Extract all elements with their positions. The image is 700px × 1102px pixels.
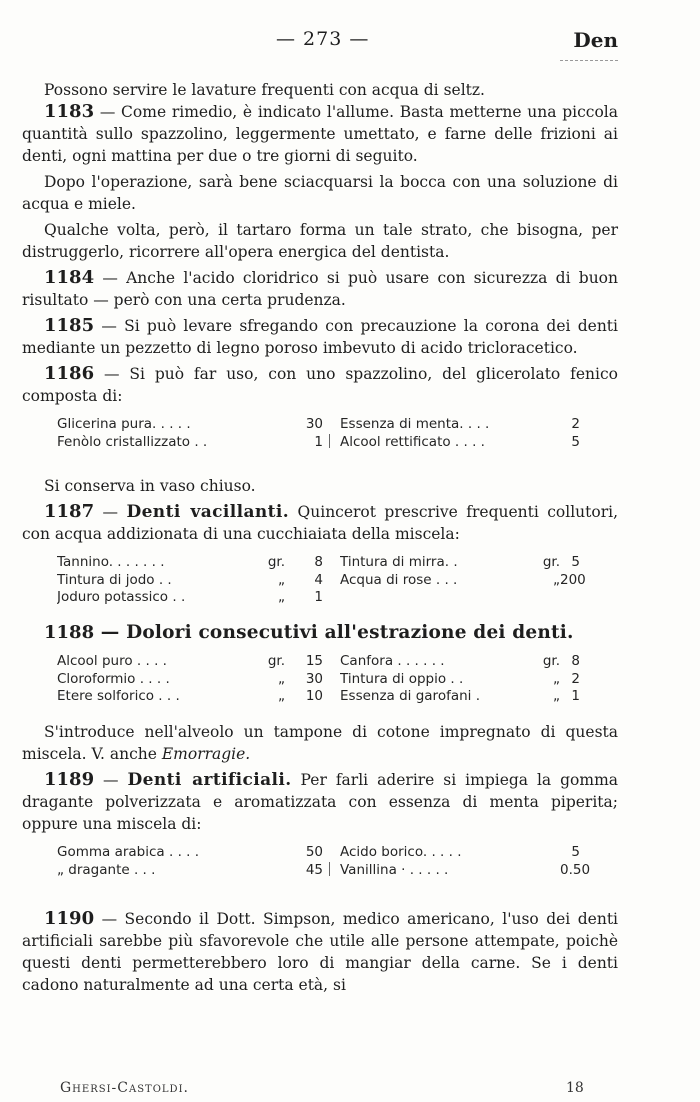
ingredient-qty: 0.50 [560,861,591,878]
recipe-row [57,589,327,607]
entry-number: 1190 [44,908,95,929]
entry-1186 [22,363,618,407]
ingredient-qty: 5 [571,554,580,570]
ingredient-qty: 1 [571,688,580,704]
ingredient-unit [237,434,285,452]
ingredient-unit: „ [553,571,560,588]
recipe-right-column [340,844,591,879]
recipe-row [340,688,585,706]
recipe-row [57,688,327,706]
ingredient-unit [237,862,285,880]
recipe-row [57,844,327,862]
ingredient-name: Glicerina pura. . . . . [57,416,191,432]
recipe-row [57,572,327,590]
ingredient-unit: gr. [542,653,560,669]
recipe-left-column [57,416,327,451]
ingredient-qty: 10 [305,688,323,704]
recipe-left-column [57,653,327,706]
recipe-right-column [340,653,585,706]
entry-text: — Secondo il Dott. Simpson, medico americano, l'uso dei denti artificiali sarebbe più sfavorevole che utile alle persone attempate, poichè questi denti permetterebbero loro di mangiar della carne. Se i denti cadono naturalmente ad una certa età, si [22,910,618,994]
ingredient-qty: 15 [305,653,323,669]
entry-text: — Anche l'acido cloridrico si può usare con sicurezza di buon risultato — però con una certa prudenza. [22,269,618,309]
entry-number: 1187 [44,501,95,522]
entry-text: — Si può levare sfregando con precauzione la corona dei denti mediante un pezzetto di legno poroso imbevuto di acido tricloracetico. [22,317,618,357]
entry-number: 1186 [44,363,95,384]
ingredient-unit [237,844,285,862]
entry-dash: — [94,503,127,521]
column-divider [329,862,330,876]
ingredient-qty: 8 [314,554,323,570]
ingredient-qty: 30 [305,416,323,432]
ingredient-unit: gr. [542,554,560,570]
ingredient-unit [530,434,560,452]
entry-text: Per farli aderire si impiega la gomma dragante polverizzata e aromatizzata con essenza di menta piperita; oppure una miscela di: [22,771,619,833]
ingredient-name: Gomma arabica . . . . [57,844,200,860]
entry-number: 1188 [44,622,95,643]
ingredient-unit [530,844,560,862]
entry-heading: Denti vacillanti. [126,502,290,522]
recipe-row [340,572,585,590]
entry-number: 1184 [44,267,95,288]
ingredient-unit: gr. [267,554,285,570]
ingredient-name: Alcool puro . . . . [57,653,167,669]
ingredient-name: Tannino. . . . . . . [57,554,165,570]
ingredient-name: Etere solforico . . . [57,688,180,704]
entry-1189 [22,769,618,835]
entry-number: 1183 [44,101,95,122]
ingredient-qty: 1 [314,433,323,450]
page-body [22,79,618,996]
ingredient-name: Acqua di rose . . . [340,571,458,588]
recipe-table [22,653,618,714]
recipe-row [340,554,585,572]
cross-reference: Emorragie. [161,745,251,763]
ingredient-name: Acido borico. . . . . [340,844,462,860]
paragraph [22,721,618,765]
ingredient-qty: 2 [571,670,580,687]
recipe-row [57,671,327,689]
ingredient-unit: gr. [267,653,285,669]
page-number: — 273 — [276,28,370,50]
entry-dash: — [94,771,128,789]
ingredient-unit: „ [553,688,560,704]
paragraph: Qualche volta, però, il tartaro forma un tale strato, che bisogna, per distruggerlo, ricorrere all'opera energica del dentista. [22,221,618,261]
ingredient-qty: 4 [314,571,323,588]
ingredient-name: Joduro potassico . . [57,589,186,605]
entry-1188 [22,622,618,644]
entry-1183 [22,101,618,167]
recipe-table [22,416,618,468]
page-header [0,28,700,58]
entry-1184 [22,267,618,311]
ingredient-qty: 45 [305,861,323,878]
recipe-left-column [57,554,327,607]
paragraph: Si conserva in vaso chiuso. [44,477,256,495]
recipe-table [22,844,618,896]
recipe-row [340,861,591,880]
ingredient-name: Fenòlo cristallizzato . . [57,433,208,450]
ingredient-qty: 50 [305,844,323,860]
recipe-left-column [57,844,327,879]
header-rule [560,60,618,61]
ingredient-unit: „ [278,688,285,704]
running-title: Den [573,28,618,52]
recipe-row [340,434,585,452]
paragraph-text: S'introduce nell'alveolo un tampone di cotone impregnato di questa miscela. V. anche [22,723,618,763]
ingredient-qty: 1 [314,589,323,605]
entry-text: — Come rimedio, è indicato l'allume. Basta metterne una piccola quantità sullo spazzolino, leggermente umettato, e farne delle frizioni ai denti, ogni mattina per due o tre giorni di seguito. [22,103,618,165]
recipe-right-column [340,416,585,451]
ingredient-name: Vanillina · . . . . . [340,861,449,878]
page-footer [60,1080,584,1100]
entry-heading: — Dolori consecutivi all'estrazione dei denti. [94,622,574,643]
ingredient-unit [237,416,285,434]
recipe-row [57,653,327,671]
entry-number: 1189 [44,769,95,790]
ingredient-qty: 5 [571,844,580,860]
ingredient-name: Cloroformio . . . . [57,670,170,687]
ingredient-unit: „ [553,670,560,687]
ingredient-qty: 30 [305,670,323,687]
paragraph: Dopo l'operazione, sarà bene sciacquarsi la bocca con una soluzione di acqua e miele. [22,173,618,213]
ingredient-unit: „ [278,589,285,605]
ingredient-name: Essenza di menta. . . . [340,416,490,432]
ingredient-name: Canfora . . . . . . [340,653,445,669]
entry-1190 [22,908,618,996]
entry-text: — Si può far uso, con uno spazzolino, del glicerolato fenico composta di: [22,365,618,405]
recipe-row [340,653,585,671]
ingredient-unit [530,416,560,434]
ingredient-qty: 5 [571,433,580,450]
recipe-right-column [340,554,585,589]
signature-mark: 18 [566,1080,584,1096]
entry-heading: Denti artificiali. [127,770,292,790]
ingredient-unit: „ [278,670,285,687]
ingredient-name: „ dragante . . . [57,861,156,878]
recipe-row [340,416,585,434]
ingredient-qty: 200 [560,571,586,588]
publisher-imprint: Ghersi-Castoldi. [60,1080,189,1096]
ingredient-unit: „ [278,571,285,588]
ingredient-name: Tintura di oppio . . [340,670,464,687]
ingredient-name: Essenza di garofani . [340,688,480,704]
ingredient-name: Tintura di jodo . . [57,571,172,588]
ingredient-name: Alcool rettificato . . . . [340,433,485,450]
ingredient-name: Tintura di mirra. . [340,554,458,570]
entry-text: Quincerot prescrive frequenti collutori, con acqua addizionata di una cucchiaiata della miscela: [22,503,619,543]
recipe-row [57,862,327,880]
entry-1187 [22,501,618,545]
recipe-row [340,844,585,862]
column-divider [329,434,330,448]
recipe-table [22,554,618,615]
recipe-row [340,671,585,689]
entry-number: 1185 [44,315,95,336]
paragraph: Possono servire le lavature frequenti con acqua di seltz. [44,81,485,99]
ingredient-qty: 8 [571,653,580,669]
entry-1185 [22,315,618,359]
ingredient-unit [530,862,560,880]
ingredient-qty: 2 [571,416,580,432]
recipe-row [57,416,327,434]
recipe-row [57,434,327,452]
recipe-row [57,554,327,572]
